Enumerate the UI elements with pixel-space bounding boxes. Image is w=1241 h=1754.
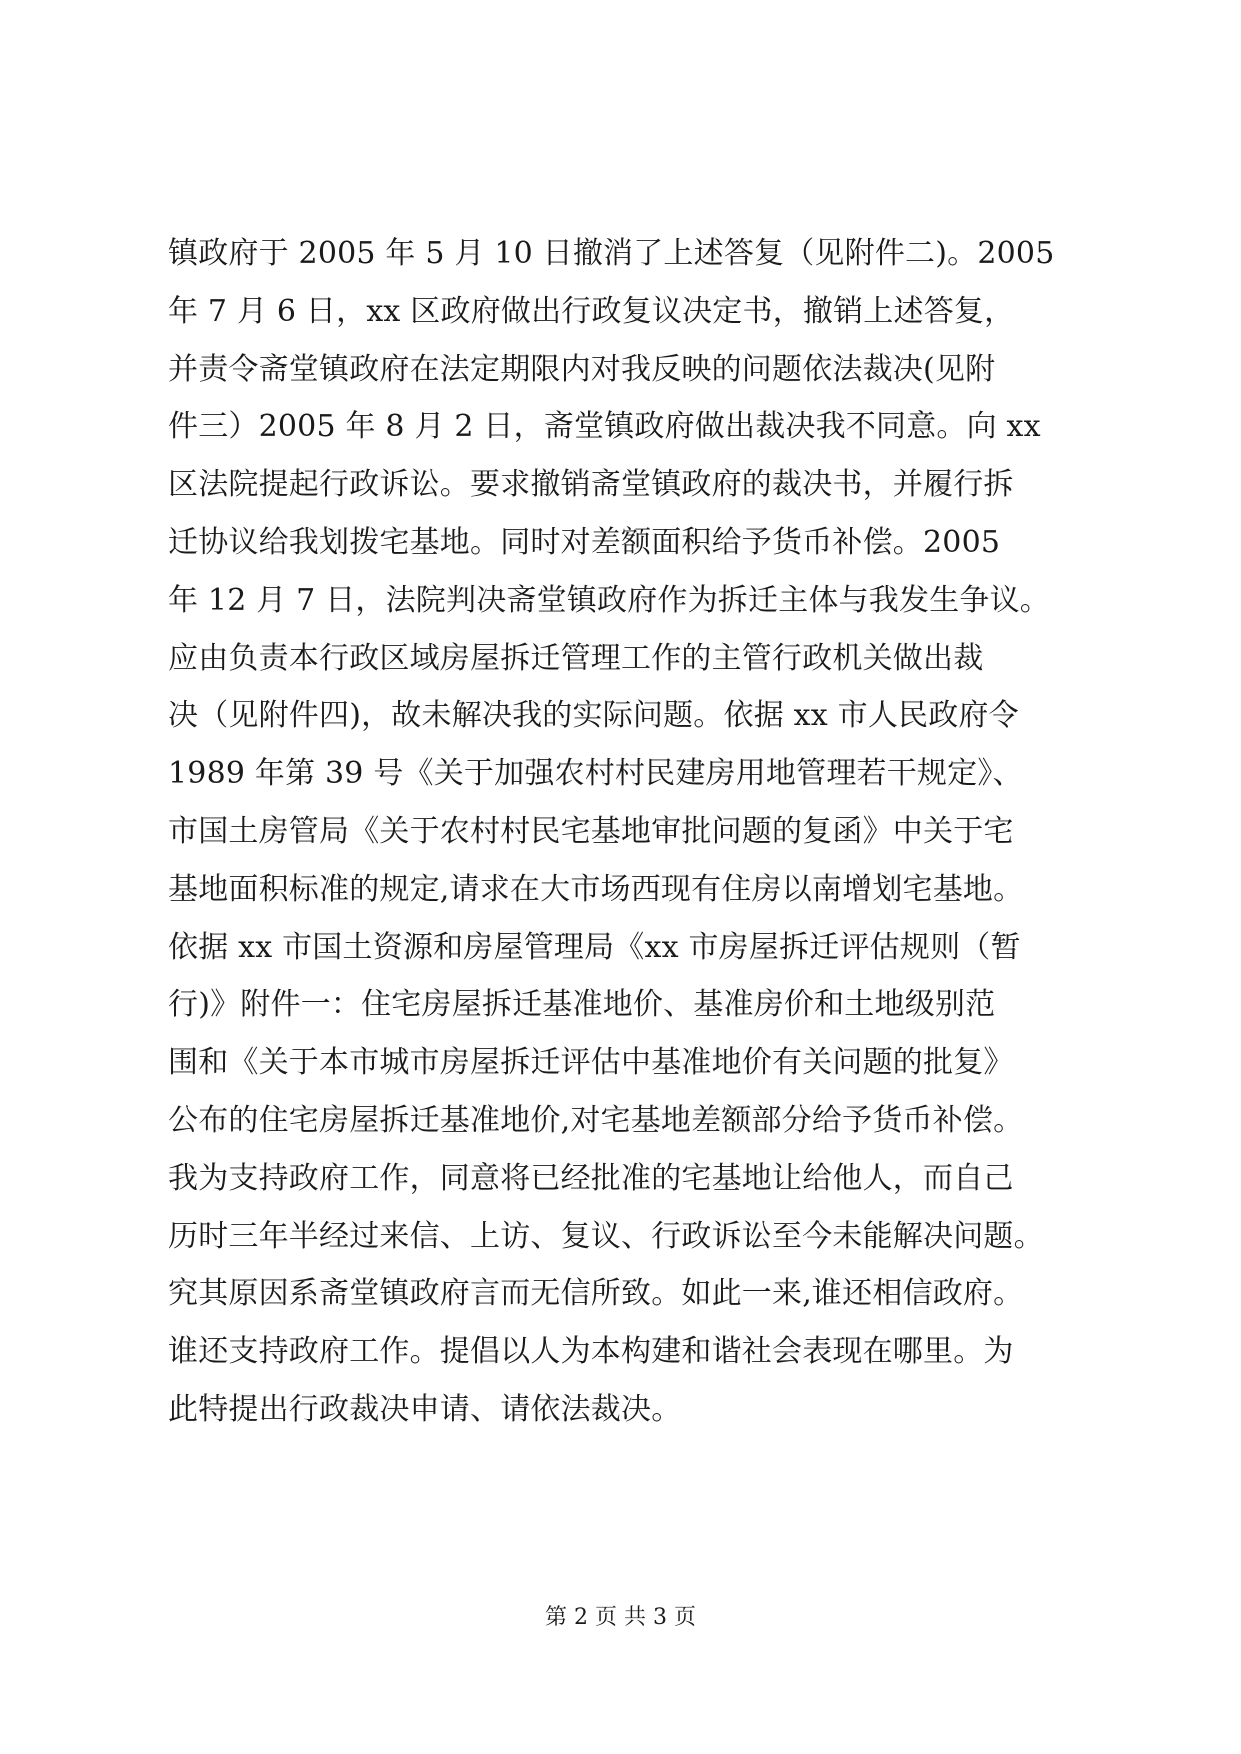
body-line: 市国土房管局《关于农村村民宅基地审批问题的复函》中关于宅 bbox=[168, 813, 1014, 849]
body-line: 镇政府于 2005 年 5 月 10 日撤消了上述答复（见附件二)。2005 bbox=[168, 236, 1055, 271]
body-line: 并责令斋堂镇政府在法定期限内对我反映的问题依法裁决(见附 bbox=[168, 351, 996, 387]
body-line: 谁还支持政府工作。提倡以人为本构建和谐社会表现在哪里。为 bbox=[168, 1334, 1014, 1370]
body-line: 行)》附件一：住宅房屋拆迁基准地价、基准房价和土地级别范 bbox=[168, 987, 996, 1023]
document-body bbox=[168, 225, 1088, 1439]
body-line: 件三）2005 年 8 月 2 日，斋堂镇政府做出裁决我不同意。向 xx bbox=[168, 409, 1041, 445]
body-line: 依据 xx 市国土资源和房屋管理局《xx 市房屋拆迁评估规则（暂 bbox=[168, 929, 1021, 965]
body-line: 决（见附件四)，故未解决我的实际问题。依据 xx 市人民政府令 bbox=[168, 698, 1019, 734]
body-line: 此特提出行政裁决申请、请依法裁决。 bbox=[168, 1391, 682, 1427]
page-number-footer: 第 2 页 共 3 页 bbox=[545, 1605, 696, 1630]
body-line: 历时三年半经过来信、上访、复议、行政诉讼至今未能解决问题。 bbox=[168, 1218, 1044, 1254]
body-line: 基地面积标准的规定,请求在大市场西现有住房以南增划宅基地。 bbox=[168, 871, 1024, 907]
body-line: 1989 年第 39 号《关于加强农村村民建房用地管理若干规定》、 bbox=[168, 756, 1023, 792]
body-line: 迁协议给我划拨宅基地。同时对差额面积给予货币补偿。2005 bbox=[168, 524, 1001, 560]
body-line: 年 12 月 7 日，法院判决斋堂镇政府作为拆迁主体与我发生争议。 bbox=[168, 582, 1051, 618]
body-line: 应由负责本行政区域房屋拆迁管理工作的主管行政机关做出裁 bbox=[168, 640, 984, 676]
body-line: 年 7 月 6 日，xx 区政府做出行政复议决定书，撤销上述答复， bbox=[168, 293, 1015, 329]
body-line: 究其原因系斋堂镇政府言而无信所致。如此一来,谁还相信政府。 bbox=[168, 1276, 1024, 1312]
body-line: 公布的住宅房屋拆迁基准地价,对宅基地差额部分给予货币补偿。 bbox=[168, 1102, 1024, 1138]
body-line: 围和《关于本市城市房屋拆迁评估中基准地价有关问题的批复》 bbox=[168, 1045, 1014, 1081]
body-line: 我为支持政府工作，同意将已经批准的宅基地让给他人，而自己 bbox=[168, 1160, 1014, 1196]
body-line: 区法院提起行政诉讼。要求撤销斋堂镇政府的裁决书，并履行拆 bbox=[168, 467, 1014, 503]
